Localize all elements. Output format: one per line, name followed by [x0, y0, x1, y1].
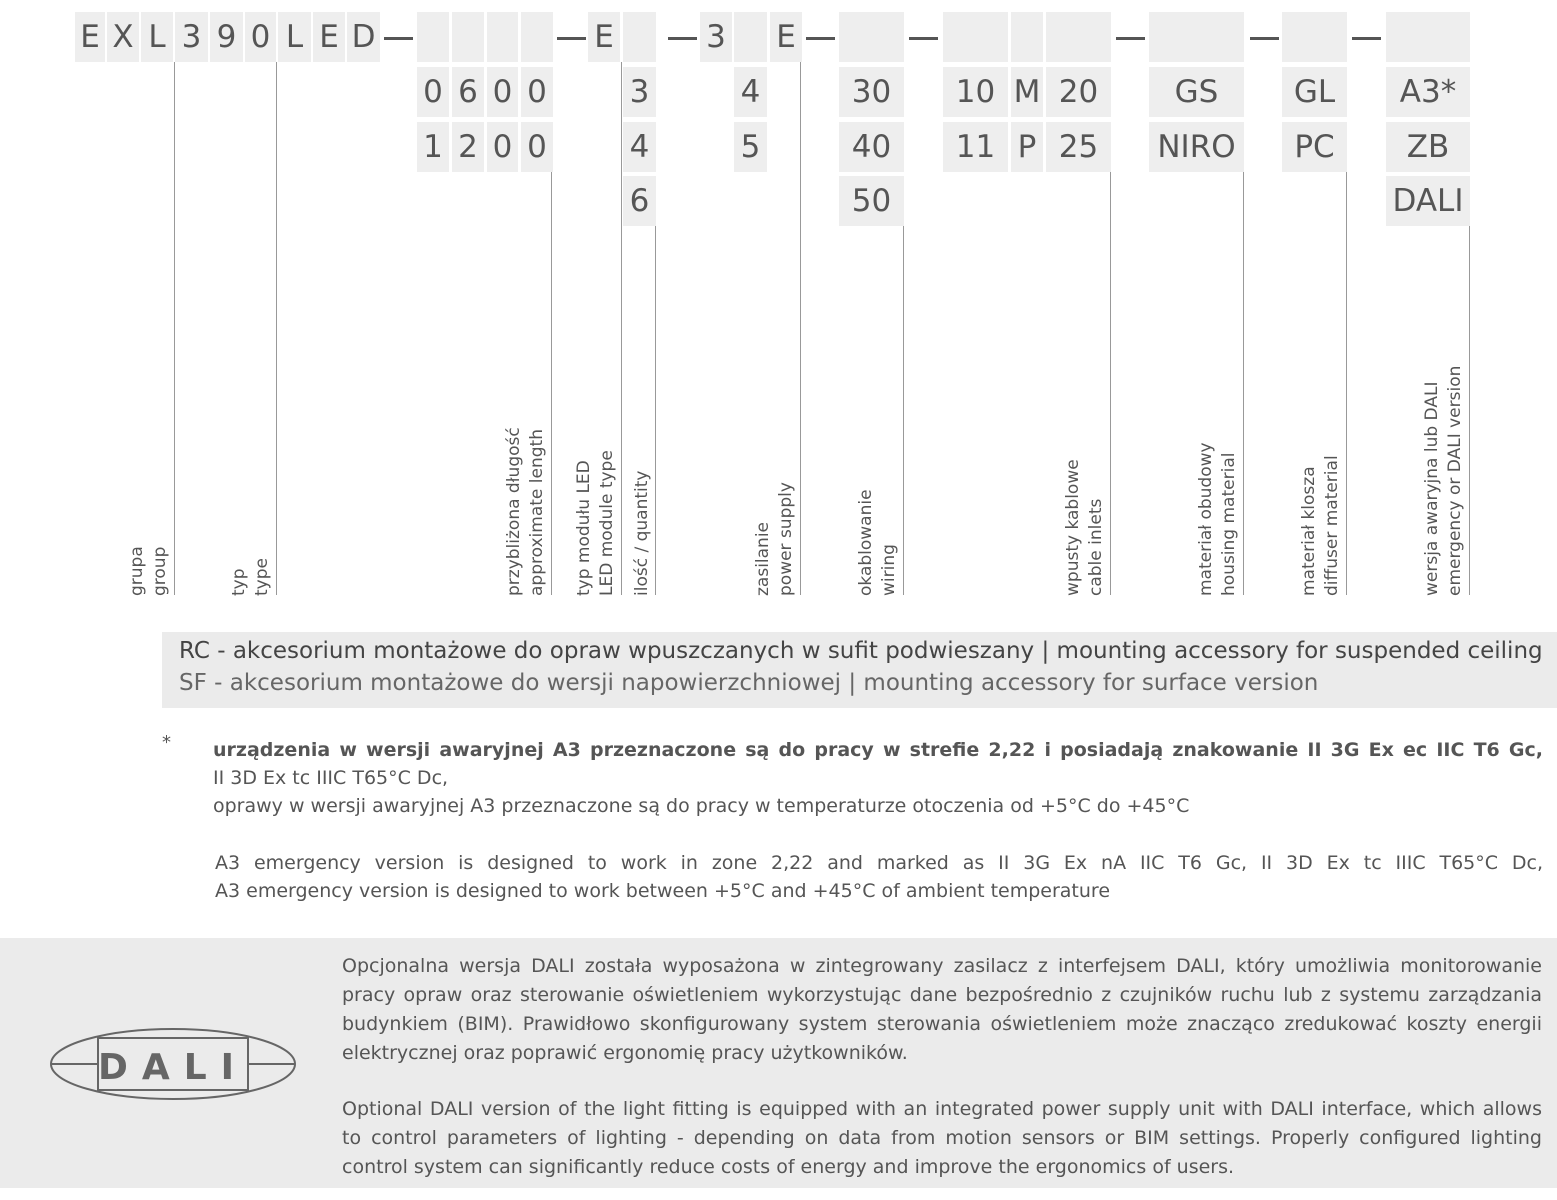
- emergency-opt: A3*: [1386, 67, 1470, 117]
- label-en: emergency or DALI version: [1445, 365, 1465, 596]
- label-en: LED module type: [597, 450, 617, 596]
- leader-line-diffuser: [1346, 172, 1347, 595]
- wiring-opt: 30: [839, 67, 904, 117]
- dali-en-line: Optional DALI version of the light fitting is equipped with an integrated power supply unit with DALI interface, which allows: [342, 1098, 1542, 1120]
- code-char-8: E: [313, 12, 345, 62]
- length-opt-digit: 6: [452, 67, 484, 117]
- dali-en-line: to control parameters of lighting - depending on data from motion sensors or BIM settings. Properly configured lighting: [342, 1127, 1542, 1149]
- leader-line-module: [621, 62, 622, 595]
- slot-inlets-a: [943, 12, 1008, 62]
- leader-line-quantity: [655, 226, 656, 595]
- code-char-4: 3: [175, 12, 208, 62]
- dali-pl-line: budynkiem (BIM). Prawidłowo skonfigurowany system sterowania oświetleniem może znacząco zredukować koszty energii: [342, 1013, 1542, 1035]
- slot-wiring: [839, 12, 904, 62]
- slot-length-2: [452, 12, 484, 62]
- slot-inlets-b: [1011, 12, 1043, 62]
- label-pl: okablowanie: [856, 489, 876, 596]
- label-en: wiring: [879, 544, 899, 596]
- length-opt-digit: 0: [487, 67, 518, 117]
- label-pl: grupa: [127, 546, 147, 596]
- slot-housing: [1149, 12, 1244, 62]
- power-opt: 4: [734, 67, 767, 117]
- length-opt-digit: 0: [487, 122, 518, 172]
- label-pl: typ: [229, 568, 249, 596]
- label-pl: zasilanie: [753, 521, 773, 596]
- code-sep-e2: E: [770, 12, 802, 62]
- dali-logo: [48, 1024, 298, 1104]
- accessories-band: [162, 632, 1557, 708]
- leader-line-wiring: [903, 226, 904, 595]
- code-char-2: X: [107, 12, 139, 62]
- label-en: type: [252, 558, 272, 596]
- footnote-pl-line2: II 3D Ex tc IIIC T65°C Dc,: [213, 767, 449, 789]
- code-char-3: L: [141, 12, 173, 62]
- dali-pl-line: elektrycznej oraz poprawić ergonomię pracy użytkowników.: [342, 1042, 908, 1064]
- accessory-sf: SF - akcesorium montażowe do wersji napowierzchniowej | mounting accessory for surface version: [179, 670, 1319, 696]
- label-pl: typ modułu LED: [574, 460, 594, 596]
- footnote-star: *: [162, 732, 171, 753]
- label-pl: wersja awaryjna lub DALI: [1422, 381, 1442, 596]
- label-en: diffuser material: [1322, 455, 1342, 596]
- leader-line-inlets: [1110, 172, 1111, 595]
- module-opt: 4: [623, 122, 656, 172]
- code-dash: [557, 37, 586, 40]
- label-en: group: [150, 546, 170, 596]
- label-pl: materiał obudowy: [1196, 442, 1216, 596]
- label-en: approximate length: [527, 429, 547, 596]
- label-pl: wpusty kablowe: [1063, 459, 1083, 596]
- inlets-opt-b: M: [1011, 67, 1043, 117]
- length-opt-digit: 0: [417, 67, 449, 117]
- slot-length-3: [487, 12, 518, 62]
- dali-pl-line: pracy opraw oraz sterowanie oświetleniem wykorzystując dane bezpośrednio z czujników ruchu lub z systemu zarządzania: [342, 984, 1542, 1006]
- emergency-opt: ZB: [1386, 122, 1470, 172]
- module-opt: 6: [623, 176, 656, 226]
- inlets-opt-a: 11: [943, 122, 1008, 172]
- code-dash: [806, 37, 835, 40]
- wiring-opt: 40: [839, 122, 904, 172]
- dali-en-line: control system can significantly reduce costs of energy and improve the ergonomics of users.: [342, 1156, 1235, 1178]
- power-opt: 5: [734, 122, 767, 172]
- length-opt-digit: 1: [417, 122, 449, 172]
- diffuser-opt: PC: [1282, 122, 1347, 172]
- label-en: cable inlets: [1086, 498, 1106, 596]
- footnote-en-line1: A3 emergency version is designed to work in zone 2,22 and marked as II 3G Ex nA IIC T6 Gc, II 3D Ex tc IIIC T65°C Dc,: [215, 852, 1543, 874]
- code-sep-3: 3: [700, 12, 732, 62]
- label-en: housing material: [1219, 452, 1239, 596]
- slot-diffuser: [1282, 12, 1347, 62]
- diffuser-opt: GL: [1282, 67, 1347, 117]
- leader-line-power: [800, 62, 801, 595]
- leader-line-length: [551, 172, 552, 595]
- length-opt-digit: 2: [452, 122, 484, 172]
- slot-emergency: [1386, 12, 1470, 62]
- slot-length-4: [521, 12, 553, 62]
- module-opt: 3: [623, 67, 656, 117]
- inlets-opt-a: 10: [943, 67, 1008, 117]
- slot-inlets-c: [1046, 12, 1111, 62]
- code-sep-e1: E: [588, 12, 620, 62]
- slot-module: [623, 12, 656, 62]
- wiring-opt: 50: [839, 176, 904, 226]
- dali-pl-line: Opcjonalna wersja DALI została wyposażona w zintegrowany zasilacz z interfejsem DALI, który umożliwia monitorowanie: [342, 955, 1542, 977]
- slot-power: [734, 12, 767, 62]
- footnote-pl-line1: urządzenia w wersji awaryjnej A3 przeznaczone są do pracy w strefie 2,22 i posiadają znakowanie II 3G Ex ec IIC T6 Gc,: [213, 739, 1543, 761]
- inlets-opt-b: P: [1011, 122, 1043, 172]
- code-dash: [384, 37, 413, 40]
- leader-line-emergency: [1469, 226, 1470, 595]
- slot-length-1: [417, 12, 449, 62]
- accessory-rc: RC - akcesorium montażowe do opraw wpuszczanych w sufit podwieszany | mounting accessory for suspended ceiling: [179, 638, 1543, 664]
- label-text: ilość / quantity: [632, 470, 652, 596]
- code-dash: [909, 37, 938, 40]
- code-char-9: D: [347, 12, 380, 62]
- code-char-1: E: [75, 12, 105, 62]
- inlets-opt-c: 20: [1046, 67, 1111, 117]
- inlets-opt-c: 25: [1046, 122, 1111, 172]
- footnote-pl-line3: oprawy w wersji awaryjnej A3 przeznaczone są do pracy w temperaturze otoczenia od +5°C do +45°C: [213, 795, 1190, 817]
- code-dash: [1250, 37, 1279, 40]
- code-dash: [1352, 37, 1381, 40]
- code-char-6: 0: [245, 12, 276, 62]
- leader-line-type: [276, 62, 277, 595]
- housing-opt: NIRO: [1149, 122, 1244, 172]
- footnote-en-line2: A3 emergency version is designed to work between +5°C and +45°C of ambient temperature: [215, 880, 1111, 902]
- label-pl: przybliżona długość: [504, 427, 524, 596]
- length-opt-digit: 0: [521, 122, 553, 172]
- code-char-7: L: [278, 12, 311, 62]
- dali-logo-text: DALI: [97, 1047, 249, 1088]
- label-pl: materiał klosza: [1299, 466, 1319, 596]
- code-dash: [1116, 37, 1145, 40]
- code-dash: [668, 37, 697, 40]
- leader-line-housing: [1243, 172, 1244, 595]
- length-opt-digit: 0: [521, 67, 553, 117]
- leader-line-group: [174, 62, 175, 595]
- housing-opt: GS: [1149, 67, 1244, 117]
- emergency-opt: DALI: [1386, 176, 1470, 226]
- code-char-5: 9: [210, 12, 243, 62]
- label-en: power supply: [776, 482, 796, 596]
